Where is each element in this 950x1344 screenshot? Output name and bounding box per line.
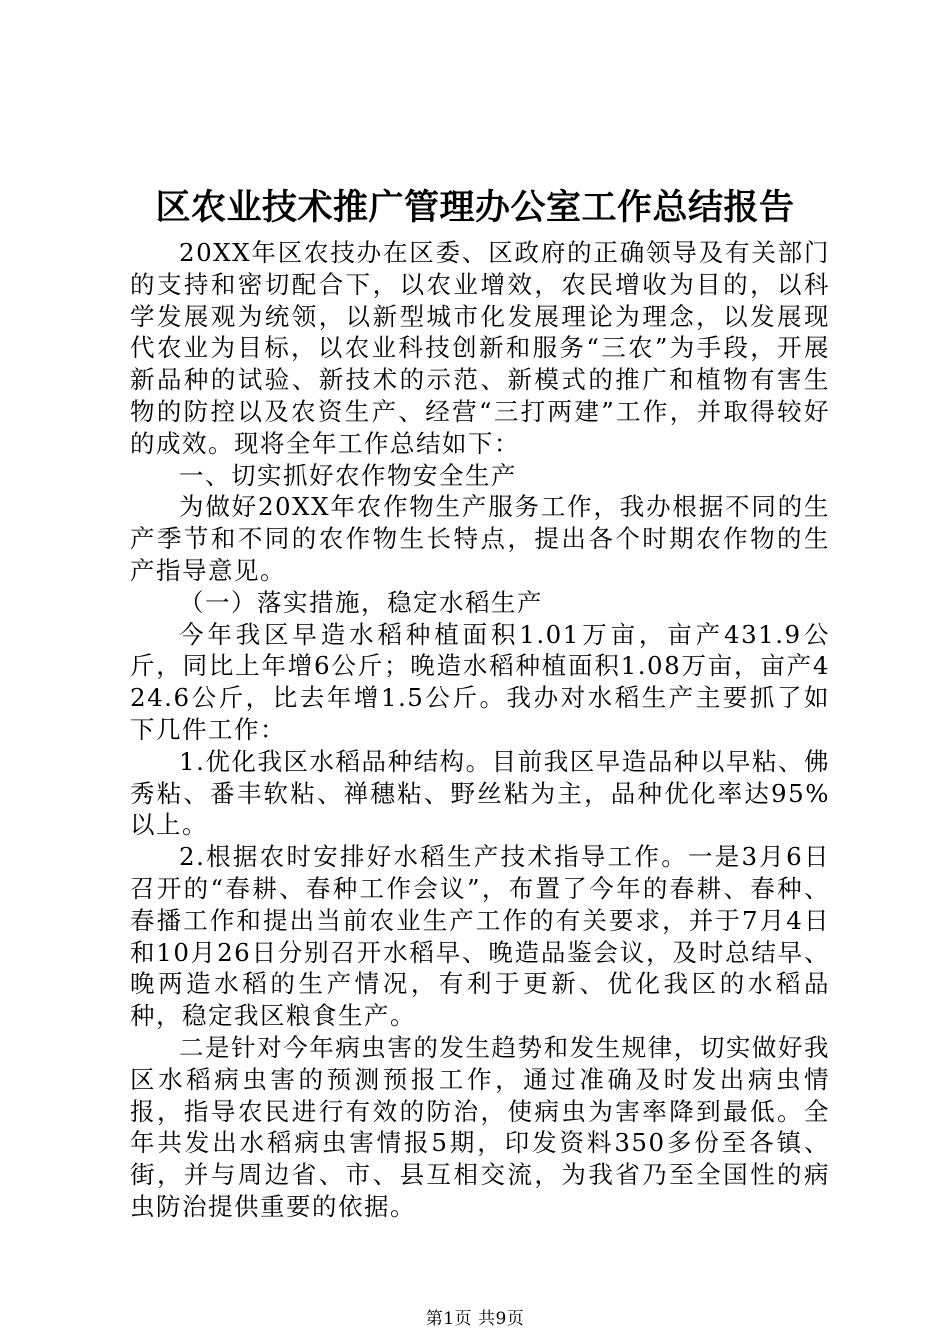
document-title: 区农业技术推广管理办公室工作总结报告 bbox=[155, 188, 795, 228]
paragraph-item-1: 1.优化我区水稻品种结构。目前我区早造品种以早粘、佛秀粘、番丰软粘、禅穗粘、野丝粘为主，品种优化率达95%以上。 bbox=[130, 746, 830, 840]
paragraph-intro: 20XX年区农技办在区委、区政府的正确领导及有关部门的支持和密切配合下，以农业增效，农民增收为目的，以科学发展观为统领，以新型城市化发展理论为理念，以发展现代农业为目标，以农业科技创新和服务“三农”为手段，开展新品种的试验、新技术的示范、新模式的推广和植物有害生物的防控以及农资生产、经营“三打两建”工作，并取得较好的成效。现将全年工作总结如下： bbox=[130, 238, 830, 458]
page-footer: 第1页 共9页 bbox=[425, 1309, 525, 1329]
paragraph-section-1: 为做好20XX年农作物生产服务工作，我办根据不同的生产季节和不同的农作物生长特点，提出各个时期农作物的生产指导意见。 bbox=[130, 492, 830, 585]
subsection-heading-1: （一）落实措施，稳定水稻生产 bbox=[179, 587, 543, 617]
paragraph-pest-control: 二是针对今年病虫害的发生趋势和发生规律，切实做好我区水稻病虫害的预测预报工作，通过准确及时发出病虫情报，指导农民进行有效的防治，使病虫为害率降到最低。全年共发出水稻病虫害情报5期，印发资料350多份至各镇、街，并与周边省、市、县互相交流，为我省乃至全国性的病虫防治提供重要的依据。 bbox=[130, 1032, 830, 1221]
paragraph-rice-area: 今年我区早造水稻种植面积1.01万亩，亩产431.9公斤，同比上年增6公斤；晚造水稻种植面积1.08万亩，亩产424.6公斤，比去年增1.5公斤。我办对水稻生产主要抓了如下几件工作： bbox=[130, 619, 830, 744]
section-heading-1: 一、切实抓好农作物安全生产 bbox=[179, 460, 517, 490]
paragraph-item-2: 2.根据农时安排好水稻生产技术指导工作。一是3月6日召开的“春耕、春种工作会议”，布置了今年的春耕、春种、春播工作和提出当前农业生产工作的有关要求，并于7月4日和10月26日分别召开水稻早、晚造品鉴会议，及时总结早、晚两造水稻的生产情况，有利于更新、优化我区的水稻品种，稳定我区粮食生产。 bbox=[130, 842, 830, 1031]
document-body bbox=[130, 237, 830, 1223]
